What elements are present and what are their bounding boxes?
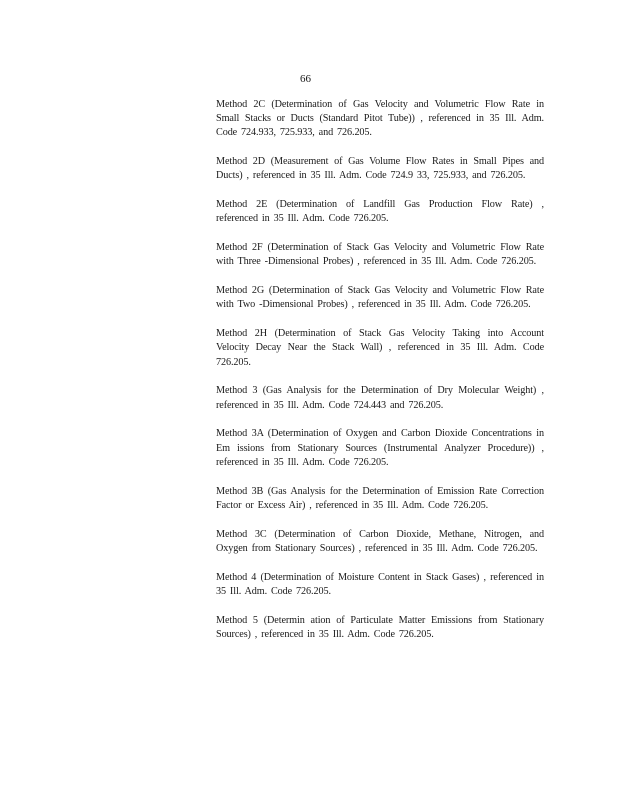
- page-number: 66: [300, 73, 311, 85]
- method-3-entry: Method 3 (Gas Analysis for the Determination of Dry Molecular Weight) , referenced in 35 Ill. Adm. Code 724.443 and 726.205.: [216, 385, 544, 411]
- method-2e-entry: Method 2E (Determination of Landfill Gas Production Flow Rate) , referenced in 35 Ill. Adm. Code 726.205.: [216, 199, 544, 225]
- method-2h-entry: Method 2H (Determination of Stack Gas Velocity Taking into Account Velocity Decay Near the Stack Wall) , referenced in 35 Ill. Adm. Code 726.205.: [216, 328, 544, 368]
- method-2f-entry: Method 2F (Determination of Stack Gas Velocity and Volumetric Flow Rate with Three -Dimensional Probes) , referenced in 35 Ill. Adm. Code 726.205.: [216, 242, 544, 268]
- method-3c-entry: Method 3C (Determination of Carbon Dioxide, Methane, Nitrogen, and Oxygen from Stationary Sources) , referenced in 35 Ill. Adm. Code 726.205.: [216, 528, 544, 554]
- method-3b-entry: Method 3B (Gas Analysis for the Determination of Emission Rate Correction Factor or Excess Air) , referenced in 35 Ill. Adm. Code 726.205.: [216, 485, 544, 511]
- method-list: [216, 98, 544, 657]
- method-2d-entry: Method 2D (Measurement of Gas Volume Flow Rates in Small Pipes and Ducts) , referenced in 35 Ill. Adm. Code 724.9 33, 725.933, and 726.205.: [216, 156, 544, 182]
- method-2c-entry: Method 2C (Determination of Gas Velocity and Volumetric Flow Rate in Small Stacks or Ducts (Standard Pitot Tube)) , referenced in 35 Ill. Adm. Code 724.933, 725.933, and 726.205.: [216, 99, 544, 139]
- method-5-entry: Method 5 (Determin ation of Particulate Matter Emissions from Stationary Sources) , referenced in 35 Ill. Adm. Code 726.205.: [216, 614, 544, 640]
- method-2g-entry: Method 2G (Determination of Stack Gas Velocity and Volumetric Flow Rate with Two -Dimensional Probes) , referenced in 35 Ill. Adm. Code 726.205.: [216, 285, 544, 311]
- method-4-entry: Method 4 (Determination of Moisture Content in Stack Gases) , referenced in 35 Ill. Adm. Code 726.205.: [216, 571, 544, 597]
- method-3a-entry: Method 3A (Determination of Oxygen and Carbon Dioxide Concentrations in Em issions from Stationary Sources (Instrumental Analyzer Procedure)) , referenced in 35 Ill. Adm. Code 726.205.: [216, 428, 544, 468]
